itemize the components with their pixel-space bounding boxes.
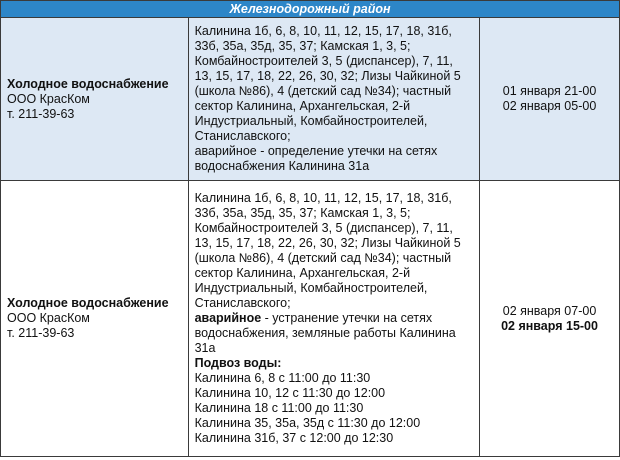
phone-number: т. 211-39-63 [7, 106, 75, 121]
emergency-label: аварийное [194, 311, 262, 325]
district-header-row [1, 1, 620, 18]
area-line: сектор Калинина, Архангельская, 2-й [194, 266, 411, 280]
emergency-label: аварийное [194, 144, 257, 158]
area-line: Калинина 1б, 6, 8, 10, 11, 12, 15, 17, 18, 31б, [194, 24, 452, 38]
area-line: 13, 15, 17, 18, 22, 26, 30, 32; Лизы Чайкиной 5 [194, 236, 461, 250]
area-line: Индустриальный, Комбайностроителей, [194, 114, 428, 128]
area-line: Индустриальный, Комбайностроителей, [194, 281, 428, 295]
phone-number: т. 211-39-63 [7, 326, 75, 340]
water-delivery-item: Калинина 6, 8 с 11:00 до 11:30 [194, 371, 371, 385]
emergency-line [195, 144, 473, 159]
area-line: Комбайностроителей 3, 5 (диспансер), 7, 11, [194, 221, 453, 235]
company-name: ООО КрасКом [7, 91, 90, 106]
service-cell [1, 18, 189, 181]
water-delivery-item: Калинина 31б, 37 с 12:00 до 12:30 [194, 431, 394, 445]
area-line: 33б, 35а, 35д, 35, 37; Камская 1, 3, 5; [194, 39, 411, 53]
water-delivery-item: Калинина 18 с 11:00 до 11:30 [194, 401, 364, 415]
area-cell [188, 18, 479, 181]
emergency-text: - устранение утечки на сетях [261, 311, 433, 325]
water-delivery-title: Подвоз воды: [194, 356, 282, 370]
service-name: Холодное водоснабжение [7, 76, 169, 91]
time-start: 01 января 21-00 [502, 84, 597, 98]
area-line: сектор Калинина, Архангельская, 2-й [194, 99, 411, 113]
area-line: Станиславского; [194, 129, 291, 143]
area-line: Станиславского; [194, 296, 291, 310]
table-row [1, 18, 620, 181]
time-cell [480, 18, 620, 181]
company-name: ООО КрасКом [7, 311, 90, 325]
area-line: Комбайностроителей 3, 5 (диспансер), 7, 11, [194, 54, 453, 68]
emergency-text: 31а [194, 341, 216, 355]
emergency-text: водоснабжения Калинина 31а [194, 159, 370, 173]
service-name: Холодное водоснабжение [7, 296, 169, 310]
service-cell [1, 181, 189, 457]
water-delivery-item: Калинина 35, 35а, 35д с 11:30 до 12:00 [194, 416, 421, 430]
time-end: 02 января 15-00 [501, 318, 598, 333]
area-cell [188, 181, 479, 457]
area-line: (школа №86), 4 (детский сад №34); частный [194, 84, 452, 98]
emergency-text: водоснабжения, земляные работы Калинина [194, 326, 456, 340]
water-delivery-item: Калинина 10, 12 с 11:30 до 12:00 [194, 386, 386, 400]
emergency-text: - определение утечки на сетях [256, 144, 438, 158]
area-line: 33б, 35а, 35д, 35, 37; Камская 1, 3, 5; [194, 206, 411, 220]
time-cell [480, 181, 620, 457]
time-end: 02 января 05-00 [502, 99, 597, 113]
area-line: 13, 15, 17, 18, 22, 26, 30, 32; Лизы Чайкиной 5 [194, 69, 461, 83]
table-row [1, 181, 620, 457]
emergency-line [195, 311, 473, 326]
time-start: 02 января 07-00 [502, 303, 597, 318]
area-line: (школа №86), 4 (детский сад №34); частный [194, 251, 452, 265]
district-header: Железнодорожный район [1, 1, 620, 18]
area-line: Калинина 1б, 6, 8, 10, 11, 12, 15, 17, 18, 31б, [194, 191, 452, 205]
